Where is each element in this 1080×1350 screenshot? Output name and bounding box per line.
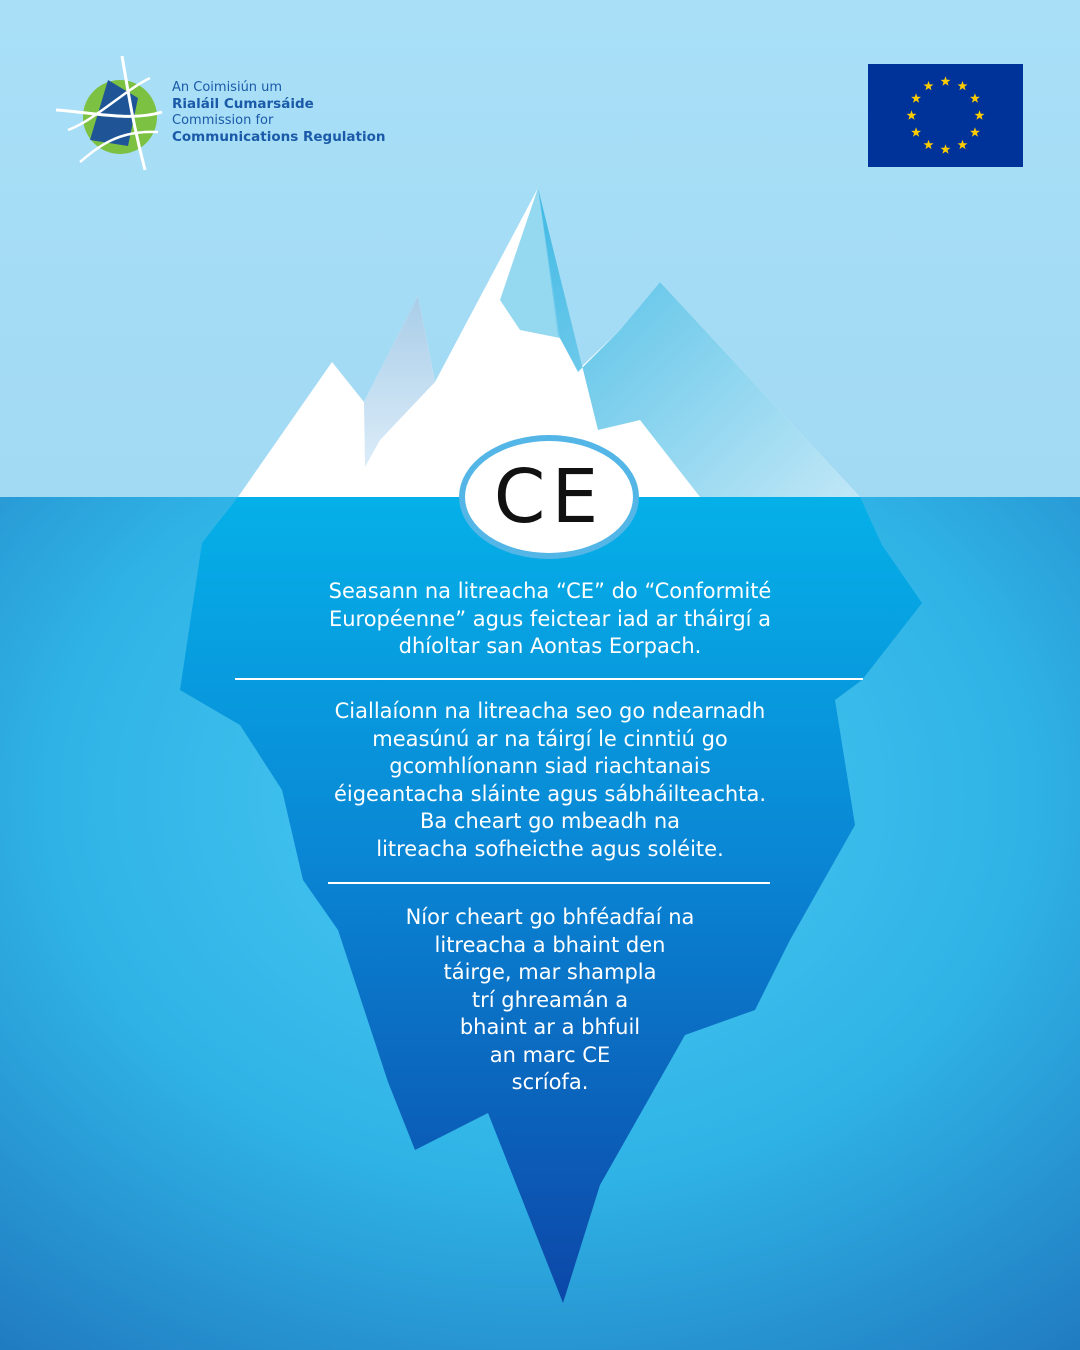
paragraph-line: litreacha sofheicthe agus soléite. xyxy=(376,836,724,861)
logo-line-2: Rialáil Cumarsáide xyxy=(172,96,314,113)
divider-1 xyxy=(235,678,863,680)
logo-line-4: Communications Regulation xyxy=(172,129,386,146)
paragraph-line: Níor cheart go bhféadfaí na xyxy=(405,905,695,929)
paragraph-line: bhaint ar a bhfuil xyxy=(459,1015,641,1039)
paragraph-line: litreacha a bhaint den xyxy=(434,932,666,957)
paragraph-line: an marc CE xyxy=(489,1042,611,1067)
eu-flag-icon xyxy=(868,64,1023,167)
comreg-logo xyxy=(50,50,430,180)
paragraph-line: dhíoltar san Aontas Eorpach. xyxy=(398,634,702,658)
paragraph-line: Européenne” agus feictear iad ar tháirgí a xyxy=(328,606,772,631)
logo-line-1: An Coimisiún um xyxy=(172,80,283,95)
ce-mark-label: CE xyxy=(493,454,605,540)
ce-mark xyxy=(456,432,642,562)
paragraph-line: Ciallaíonn na litreacha seo go ndearnadh xyxy=(334,699,766,723)
paragraph-line: measúnú ar na táirgí le cinntiú go xyxy=(372,726,728,751)
paragraph-2 xyxy=(240,698,860,863)
paragraph-line: táirge, mar shampla xyxy=(443,960,657,984)
paragraph-line: éigeantacha sláinte agus sábháilteachta. xyxy=(333,781,767,806)
paragraph-line: scríofa. xyxy=(511,1070,589,1094)
comreg-emblem xyxy=(50,50,170,180)
paragraph-line: Ba cheart go mbeadh na xyxy=(419,809,681,833)
paragraph-line: gcomhlíonann siad riachtanais xyxy=(389,754,711,778)
logo-line-3: Commission for xyxy=(172,113,274,129)
paragraph-line: trí ghreamán a xyxy=(471,987,629,1012)
comreg-wordmark xyxy=(172,80,386,146)
paragraph-1 xyxy=(240,578,860,661)
paragraph-3 xyxy=(300,904,800,1097)
divider-2 xyxy=(328,882,770,884)
paragraph-line: Seasann na litreacha “CE” do “Conformité xyxy=(328,579,772,603)
